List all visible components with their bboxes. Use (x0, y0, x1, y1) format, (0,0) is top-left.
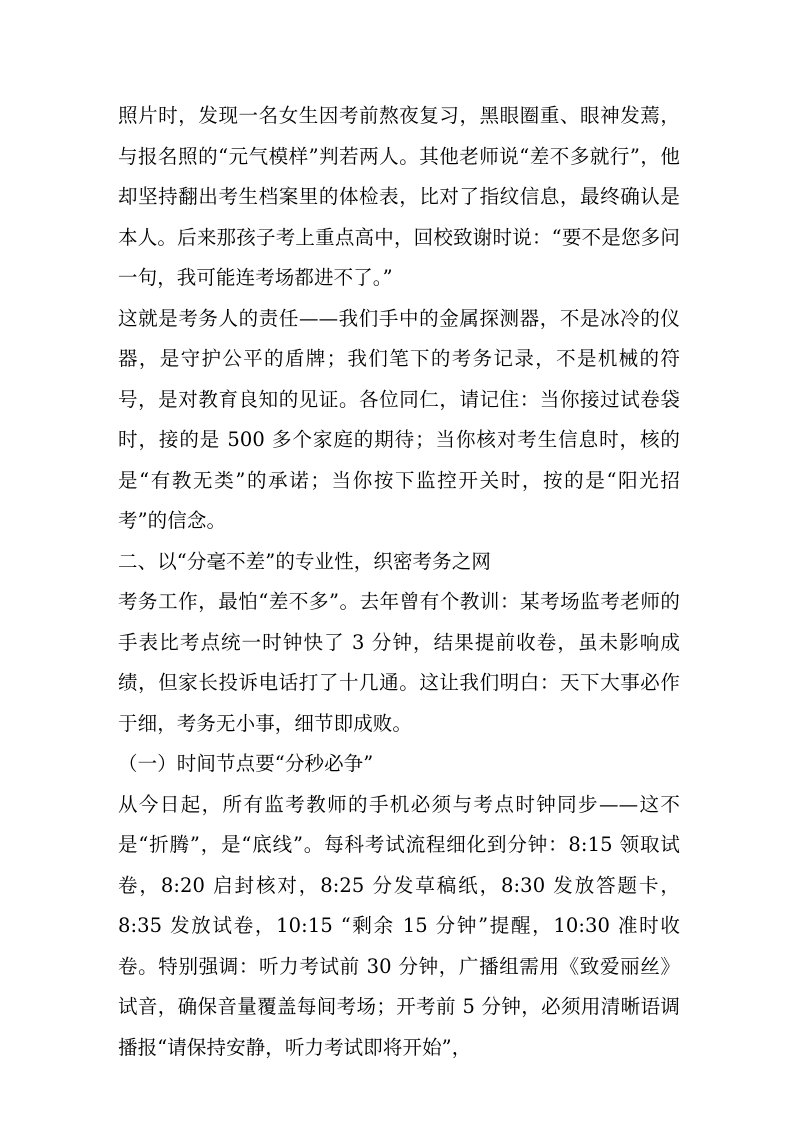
paragraph: 这就是考务人的责任——我们手中的金属探测器，不是冰冷的仪器，是守护公平的盾牌；我们笔下的考务记录，不是机械的符号，是对教育良知的见证。各位同仁，请记住：当你接过试卷袋时，接的是 500 多个家庭的期待；当你核对考生信息时，核的是“有教无类”的承诺；当你按下监控开关时，按的是“阳光招考”的信念。 (118, 306, 680, 532)
subsection-heading: （一）时间节点要“分秒必争” (118, 752, 374, 775)
paragraph: 照片时，发现一名女生因考前熬夜复习，黑眼圈重、眼神发蔫，与报名照的“元气模样”判若两人。其他老师说“差不多就行”，他却坚持翻出考生档案里的体检表，比对了指纹信息，最终确认是本人。后来那孩子考上重点高中，回校致谢时说：“要不是您多问一句，我可能连考场都进不了。” (118, 104, 680, 289)
paragraph: 考务工作，最怕“差不多”。去年曾有个教训：某考场监考老师的手表比考点统一时钟快了 3 分钟，结果提前收卷，虽未影响成绩，但家长投诉电话打了十几通。这让我们明白：天下大事必作于细，考务无小事，细节即成败。 (118, 590, 680, 735)
paragraph: 从今日起，所有监考教师的手机必须与考点时钟同步——这不是“折腾”，是“底线”。每科考试流程细化到分钟：8:15 领取试卷，8:20 启封核对，8:25 分发草稿纸，8:30 发放答题卡，8:35 发放试卷，10:15 “剩余 15 分钟”提醒，10:30 准时收卷。特别强调：听力考试前 30 分钟，广播组需用《致爱丽丝》试音，确保音量覆盖每间考场；开考前 5 分钟，必须用清晰语调播报“请保持安静，听力考试即将开始”， (118, 792, 680, 1059)
document-body (118, 96, 680, 1068)
section-heading: 二、以“分毫不差”的专业性，织密考务之网 (118, 549, 491, 573)
